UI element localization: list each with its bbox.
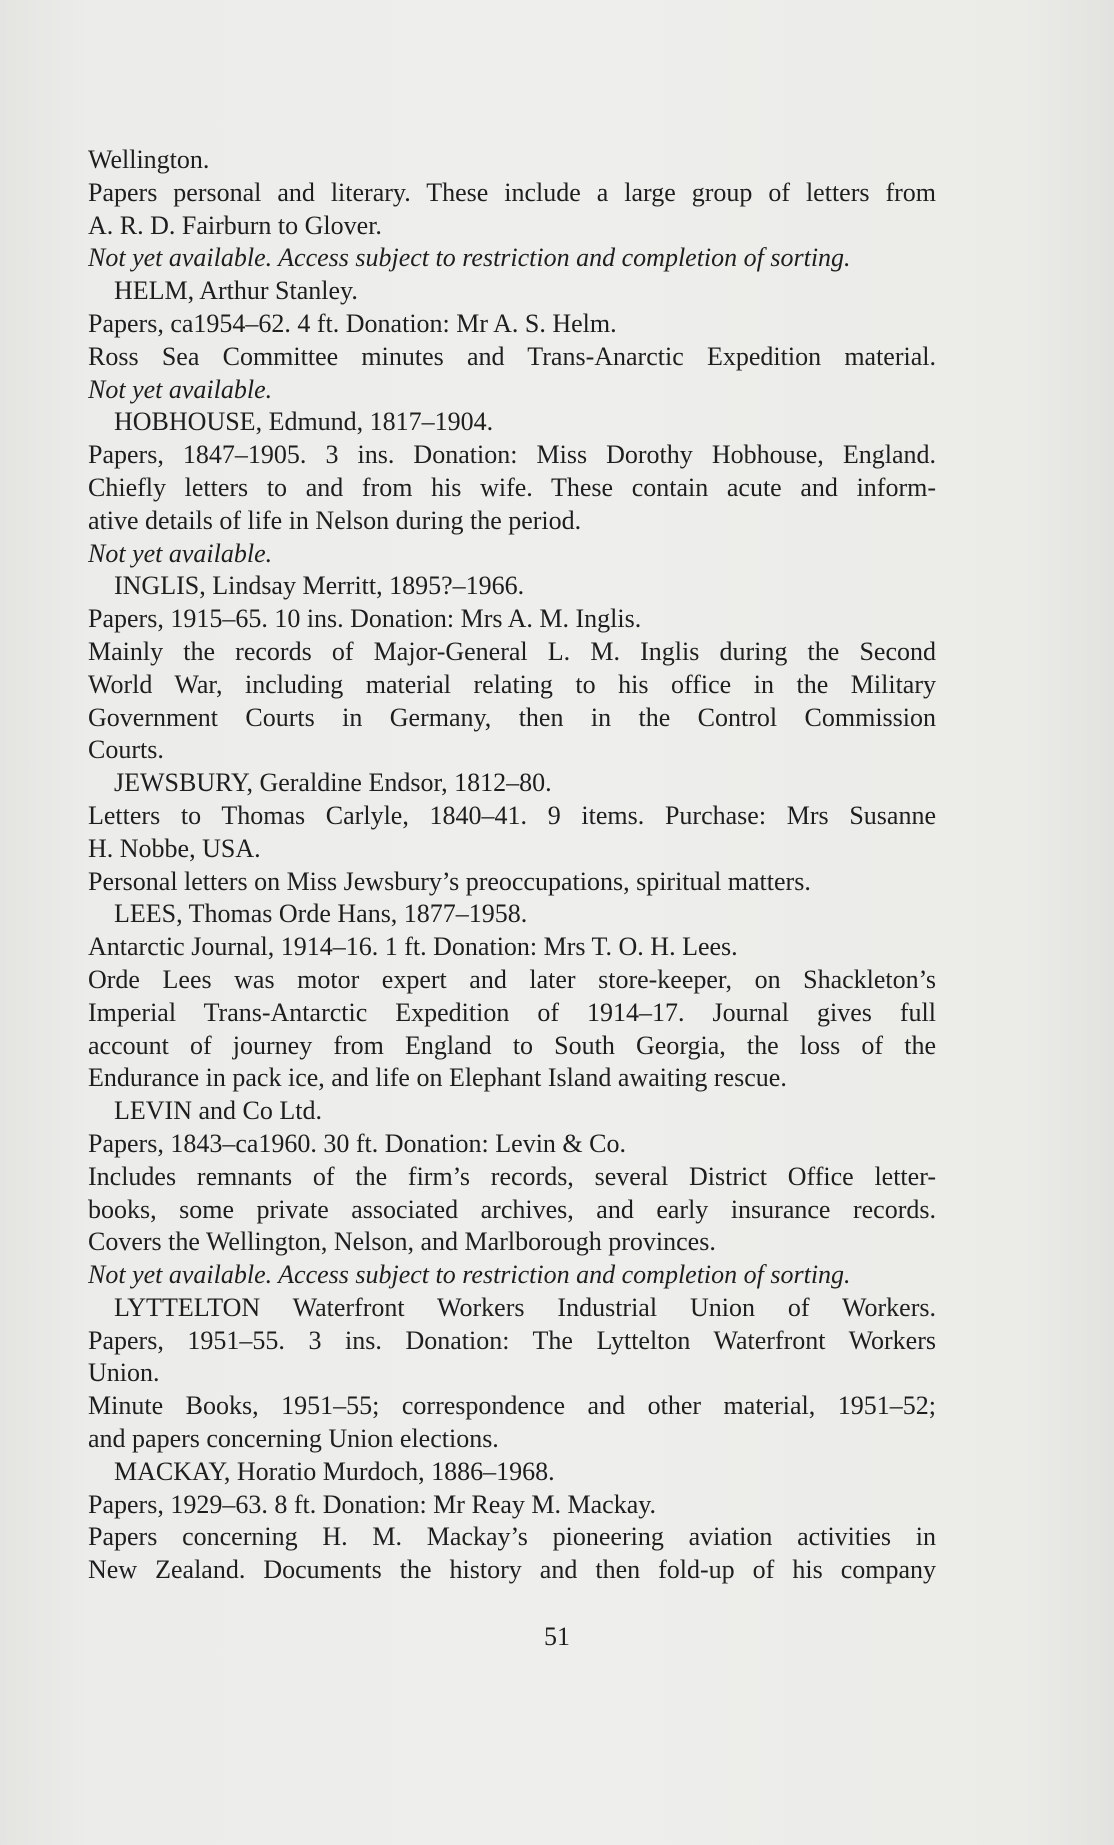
text-line: account of journey from England to South Georgia, the loss of the [88, 1030, 936, 1060]
text-line: LEVIN and Co Ltd. [114, 1096, 322, 1126]
text-line: Ross Sea Committee minutes and Trans-Anarctic Expedition material. [88, 341, 936, 371]
text-line: Not yet available. [88, 374, 273, 404]
text-line: Papers, 1915–65. 10 ins. Donation: Mrs A. M. Inglis. [88, 604, 642, 634]
text-line: INGLIS, Lindsay Merritt, 1895?–1966. [114, 571, 525, 601]
text-line: Personal letters on Miss Jewsbury’s preoccupations, spiritual matters. [88, 866, 811, 896]
text-line: and papers concerning Union elections. [88, 1424, 499, 1454]
page-text-column [88, 144, 936, 1587]
text-line: Minute Books, 1951–55; correspondence and other material, 1951–52; [88, 1391, 936, 1421]
text-line: Not yet available. [88, 538, 273, 568]
text-line: LYTTELTON Waterfront Workers Industrial Union of Workers. [114, 1292, 936, 1322]
text-line: JEWSBURY, Geraldine Endsor, 1812–80. [114, 768, 552, 798]
text-line: MACKAY, Horatio Murdoch, 1886–1968. [114, 1456, 555, 1486]
text-line: HELM, Arthur Stanley. [114, 276, 358, 306]
text-line: Covers the Wellington, Nelson, and Marlborough provinces. [88, 1227, 716, 1257]
text-line: Papers personal and literary. These include a large group of letters from [88, 177, 936, 207]
text-line: Mainly the records of Major-General L. M. Inglis during the Second [88, 636, 936, 666]
text-line: Union. [88, 1358, 160, 1388]
text-line: H. Nobbe, USA. [88, 833, 261, 863]
text-line: Imperial Trans-Antarctic Expedition of 1914–17. Journal gives full [88, 997, 936, 1027]
text-line: Papers, 1843–ca1960. 30 ft. Donation: Levin & Co. [88, 1128, 626, 1158]
text-line: Papers, 1929–63. 8 ft. Donation: Mr Reay M. Mackay. [88, 1489, 657, 1519]
text-line: HOBHOUSE, Edmund, 1817–1904. [114, 407, 494, 437]
text-line: LEES, Thomas Orde Hans, 1877–1958. [114, 899, 528, 929]
text-line: A. R. D. Fairburn to Glover. [88, 210, 382, 240]
text-line: Papers, 1847–1905. 3 ins. Donation: Miss Dorothy Hobhouse, England. [88, 440, 936, 470]
text-line: Papers concerning H. M. Mackay’s pioneering aviation activities in [88, 1522, 936, 1552]
text-line: Antarctic Journal, 1914–16. 1 ft. Donation: Mrs T. O. H. Lees. [88, 932, 738, 962]
text-line: Letters to Thomas Carlyle, 1840–41. 9 items. Purchase: Mrs Susanne [88, 800, 936, 830]
text-line: Courts. [88, 735, 164, 765]
text-line: New Zealand. Documents the history and then fold-up of his company [88, 1555, 936, 1585]
text-line: Endurance in pack ice, and life on Elephant Island awaiting rescue. [88, 1063, 787, 1093]
text-line: Wellington. [88, 145, 210, 174]
text-line: books, some private associated archives, and early insurance records. [88, 1194, 936, 1224]
text-line: Papers, ca1954–62. 4 ft. Donation: Mr A. S. Helm. [88, 308, 617, 338]
text-line: Not yet available. Access subject to restriction and completion of sorting. [88, 1260, 851, 1290]
text-line: Chiefly letters to and from his wife. These contain acute and inform- [88, 472, 936, 502]
text-line: Government Courts in Germany, then in the Control Commission [88, 702, 936, 732]
page-number: 51 [544, 1622, 570, 1651]
text-line: Papers, 1951–55. 3 ins. Donation: The Lyttelton Waterfront Workers [88, 1325, 936, 1355]
text-line: Includes remnants of the firm’s records, several District Office letter- [88, 1161, 936, 1191]
text-line: Orde Lees was motor expert and later store-keeper, on Shackleton’s [88, 964, 936, 994]
text-line: Not yet available. Access subject to restriction and completion of sorting. [88, 243, 851, 273]
text-line: World War, including material relating to his office in the Military [88, 669, 936, 699]
text-line: ative details of life in Nelson during the period. [88, 505, 582, 535]
